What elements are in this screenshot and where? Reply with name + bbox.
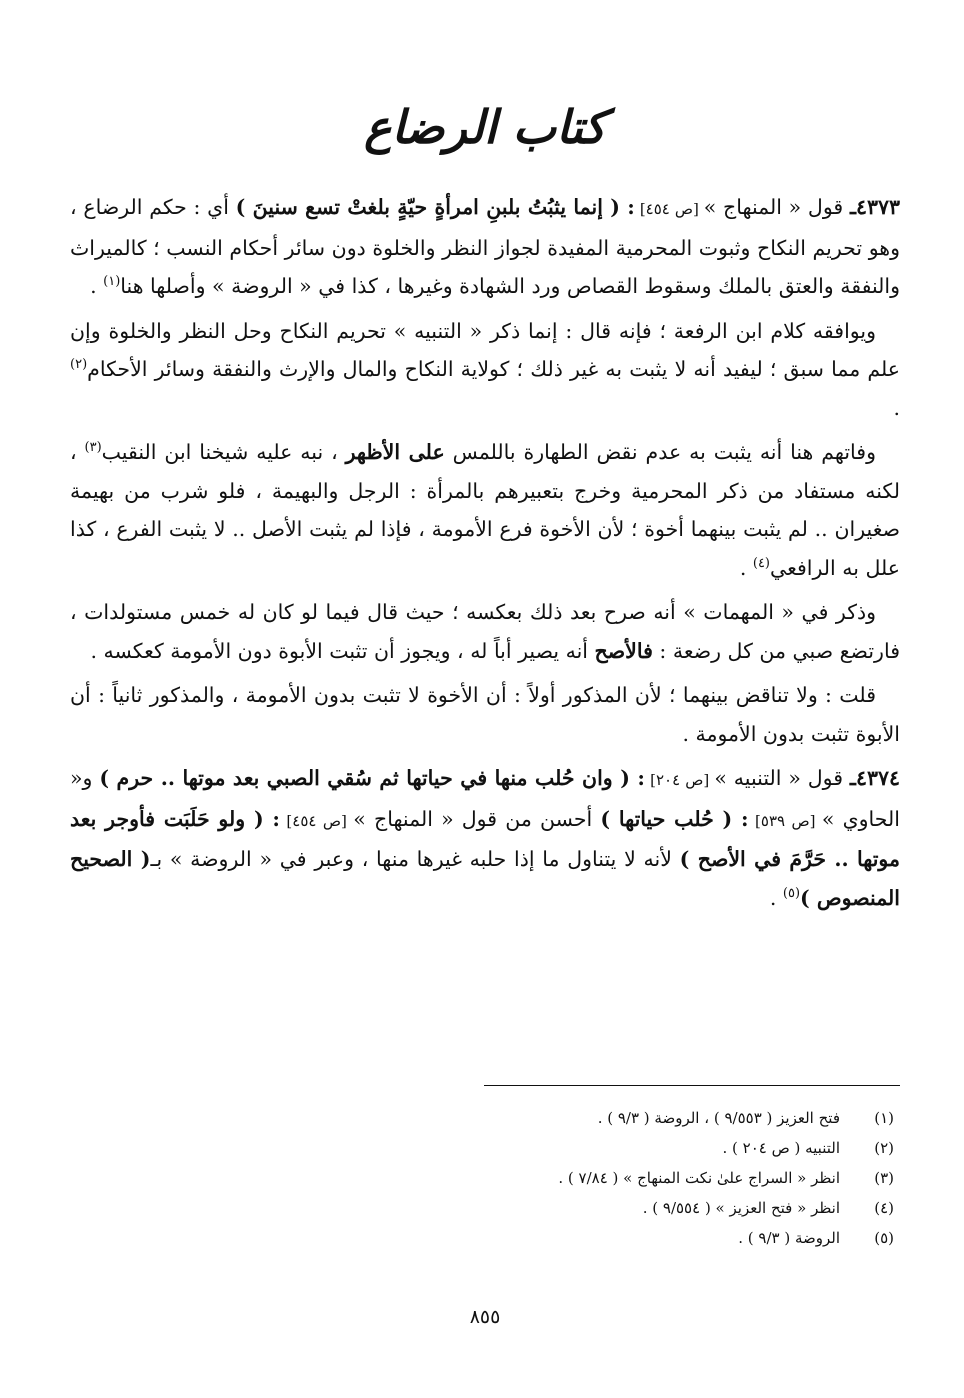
entry-number: ٤٣٧٤ـ <box>849 766 900 790</box>
footnote-ref[interactable]: (٣) <box>84 440 102 456</box>
paragraph-text: قلت : ولا تناقض بينهما ؛ لأن المذكور أولاً : أن الأخوة لا تثبت بدون الأمومة ، والمذكور ثانياً : أن الأبوة تثبت بدون الأمومة . <box>70 683 900 746</box>
footnote-ref[interactable]: (١) <box>103 274 121 290</box>
paragraph-muhimmat <box>70 593 900 670</box>
paragraph-text: ، نبه عليه شيخنا ابن النقيب <box>101 440 346 464</box>
footnote-number: (٤) <box>874 1199 894 1217</box>
paragraph-text: أحسن من قول « المنهاج » <box>353 806 601 831</box>
entry-lead: قول « التنبيه » <box>714 766 850 790</box>
footnote-item <box>70 1193 900 1223</box>
footnote-text: فتح العزيز ( ٩/٥٥٣ ) ، الروضة ( ٩/٣ ) . <box>597 1109 840 1127</box>
footnote-text: التنبيه ( ص ٢٠٤ ) . <box>722 1139 840 1157</box>
page-reference: [ص ٢٠٤] <box>644 771 715 789</box>
paragraph-text: أي : حكم الرضاع ، وهو تحريم النكاح وثبوت المحرمية المفيدة لجواز النظر والخلوة دون سائر أحكام النسب ؛ كالميراث والنفقة والعتق بالملك وسقوط القصاص ورد الشهادة وغيرها ، كذا في « الروضة » وأصلها هنا <box>70 195 900 298</box>
paragraph-fatahum <box>70 433 900 587</box>
bold-term: فالأصح <box>594 638 653 663</box>
footnotes <box>70 1103 900 1253</box>
footnote-divider <box>484 1085 900 1086</box>
paragraph-text: لأنه لا يتناول ما إذا حلبه غيرها منها ، وعبر في « الروضة » بـ <box>150 847 680 871</box>
footnote-text: انظر « السراج علىٰ نكت المنهاج » ( ٧/٨٤ ) . <box>558 1169 840 1187</box>
chapter-title: كتاب الرضاع <box>364 100 606 154</box>
quoted-text: : ( ولو حَلَبَت فأوجر بعد موتها .. حَرَّمَ في الأصح ) <box>70 806 900 871</box>
paragraph-text: وذكر في « المهمات » أنه صرح بعد ذلك بعكسه ؛ حيث قال فيما لو كان له خمس مستولدات ، فارتضع صبي من كل رضعة : <box>70 600 900 663</box>
paragraph-end: . <box>893 395 900 420</box>
footnote-text: الروضة ( ٩/٣ ) . <box>738 1229 840 1247</box>
paragraph-text: ويوافقه كلام ابن الرفعة ؛ فإنه قال : إنما ذكر « التنبيه » تحريم النكاح وحل النظر والخلوة وإن علم مما سبق ؛ ليفيد أنه لا يثبت به غير ذلك ؛ كولاية النكاح والمال والإرث والنفقة وسائر الأحكام <box>70 318 900 381</box>
quoted-text: : ( وان حُلب منها في حياتها ثم سُقي الصبي بعد موتها .. حرم ) <box>99 766 645 790</box>
quoted-text: : ( حُلب حياتها ) <box>600 806 749 831</box>
document-page <box>70 0 900 1398</box>
paragraph-end: . <box>90 274 104 298</box>
entry-lead: قول « المنهاج » <box>703 195 850 219</box>
footnote-number: (١) <box>874 1109 894 1127</box>
paragraph-4373 <box>70 188 900 306</box>
page-reference: [ص ٤٥٤] <box>634 200 704 218</box>
footnote-ref[interactable]: (٤) <box>752 555 770 571</box>
page-reference: [ص ٤٥٤] <box>280 811 354 830</box>
footnote-number: (٥) <box>874 1229 894 1247</box>
quoted-text: ( الصحيح المنصوص ) <box>70 847 900 910</box>
footnote-item <box>70 1103 900 1133</box>
footnote-ref[interactable]: (٢) <box>70 357 88 373</box>
paragraph-qultu <box>70 676 900 753</box>
main-text <box>70 188 900 923</box>
paragraph-end: . <box>769 885 783 910</box>
paragraph-text: أنه يصير أباً له ، ويجوز أن تثبت الأبوة دون الأمومة كعكسه . <box>90 638 595 663</box>
footnote-item <box>70 1163 900 1193</box>
entry-number: ٤٣٧٣ـ <box>849 195 900 219</box>
footnote-text: انظر « فتح العزيز » ( ٩/٥٥٤ ) . <box>642 1199 840 1217</box>
footnote-item <box>70 1133 900 1163</box>
paragraph-4374 <box>70 759 900 917</box>
bold-term: على الأظهر <box>345 440 445 464</box>
paragraph-end: . <box>739 555 753 580</box>
quoted-text: : ( إنما يثبُتُ بلبنِ امرأةٍ حيّةٍ بلغتْ تسع سنينَ ) <box>235 195 635 219</box>
footnote-number: (٣) <box>874 1169 894 1187</box>
footnote-number: (٢) <box>874 1139 894 1157</box>
paragraph-text: ، لكنه مستفاد من ذكر المحرمية وخرج بتعبيرهم بالمرأة : الرجل والبهيمة ، فلو شرب من بهيمة صغيران .. لم يثبت بينهما أخوة ؛ لأن الأخوة فرع الأمومة ، فإذا لم يثبت الأصل .. لا يثبت الفرع ، كذا علل به الرافعي <box>70 440 900 580</box>
paragraph-text: وفاتهم هنا أنه يثبت به عدم نقض الطهارة باللمس <box>444 440 876 464</box>
footnote-ref[interactable]: (٥) <box>782 885 801 901</box>
footnote-item <box>70 1223 900 1253</box>
paragraph-text: و« الحاوي » <box>70 766 900 831</box>
paragraph-ibn-rifaa <box>70 312 900 428</box>
page-reference: [ص ٥٣٩] <box>748 811 822 830</box>
page-number: ٨٥٥ <box>469 1306 501 1328</box>
